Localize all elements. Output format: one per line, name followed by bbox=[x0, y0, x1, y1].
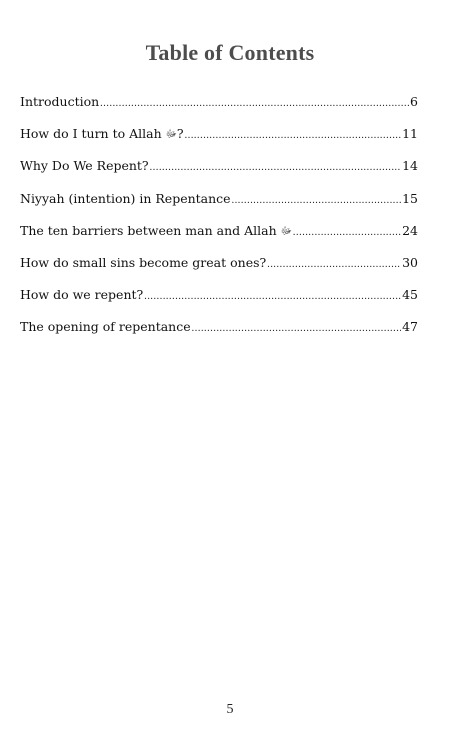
honorific-glyph: ﷻ bbox=[280, 225, 292, 237]
toc-entry-how-do-we-repent[interactable] bbox=[20, 285, 418, 317]
dot-leader bbox=[144, 287, 401, 307]
toc-entry-title: Why Do We Repent? bbox=[20, 158, 149, 174]
toc-entry-title: How do I turn to Allah ﷻ? bbox=[20, 126, 184, 142]
toc-entry-page: 11 bbox=[402, 126, 418, 142]
dot-leader bbox=[267, 255, 401, 275]
toc-entry-niyyah[interactable] bbox=[20, 189, 418, 221]
toc-entry-title: The opening of repentance bbox=[20, 319, 191, 335]
toc-entry-page: 30 bbox=[402, 254, 418, 270]
toc-entry-opening-of-repentance[interactable] bbox=[20, 317, 418, 349]
toc-entry-title: Niyyah (intention) in Repentance bbox=[20, 190, 231, 206]
toc-entry-introduction[interactable] bbox=[20, 92, 418, 124]
toc-entry-page: 6 bbox=[410, 94, 418, 109]
toc-entry-page: 24 bbox=[402, 222, 418, 238]
toc-entry-page: 45 bbox=[402, 287, 418, 303]
toc-entry-title: How do we repent? bbox=[20, 287, 144, 303]
dot-leader bbox=[232, 191, 402, 211]
toc-entry-page: 15 bbox=[402, 190, 418, 206]
dot-leader bbox=[293, 223, 401, 243]
dot-leader bbox=[185, 126, 401, 146]
toc-entry-why-do-we-repent[interactable] bbox=[20, 156, 418, 188]
toc-entry-page: 47 bbox=[402, 319, 418, 335]
toc-entry-title: The ten barriers between man and Allah ﷻ bbox=[20, 222, 292, 238]
table-of-contents bbox=[20, 92, 418, 350]
toc-entry-title: Introduction bbox=[20, 94, 100, 109]
toc-entry-page: 14 bbox=[402, 158, 418, 174]
honorific-glyph: ﷻ bbox=[165, 129, 177, 141]
toc-entry-how-do-i-turn[interactable] bbox=[20, 124, 418, 156]
toc-entry-ten-barriers[interactable] bbox=[20, 221, 418, 253]
toc-entry-title: How do small sins become great ones? bbox=[20, 254, 267, 270]
toc-entry-small-sins[interactable] bbox=[20, 253, 418, 285]
dot-leader bbox=[150, 158, 401, 178]
dot-leader bbox=[100, 94, 409, 114]
page-number: 5 bbox=[226, 702, 234, 717]
dot-leader bbox=[192, 319, 401, 339]
page-title: Table of Contents bbox=[145, 40, 315, 65]
